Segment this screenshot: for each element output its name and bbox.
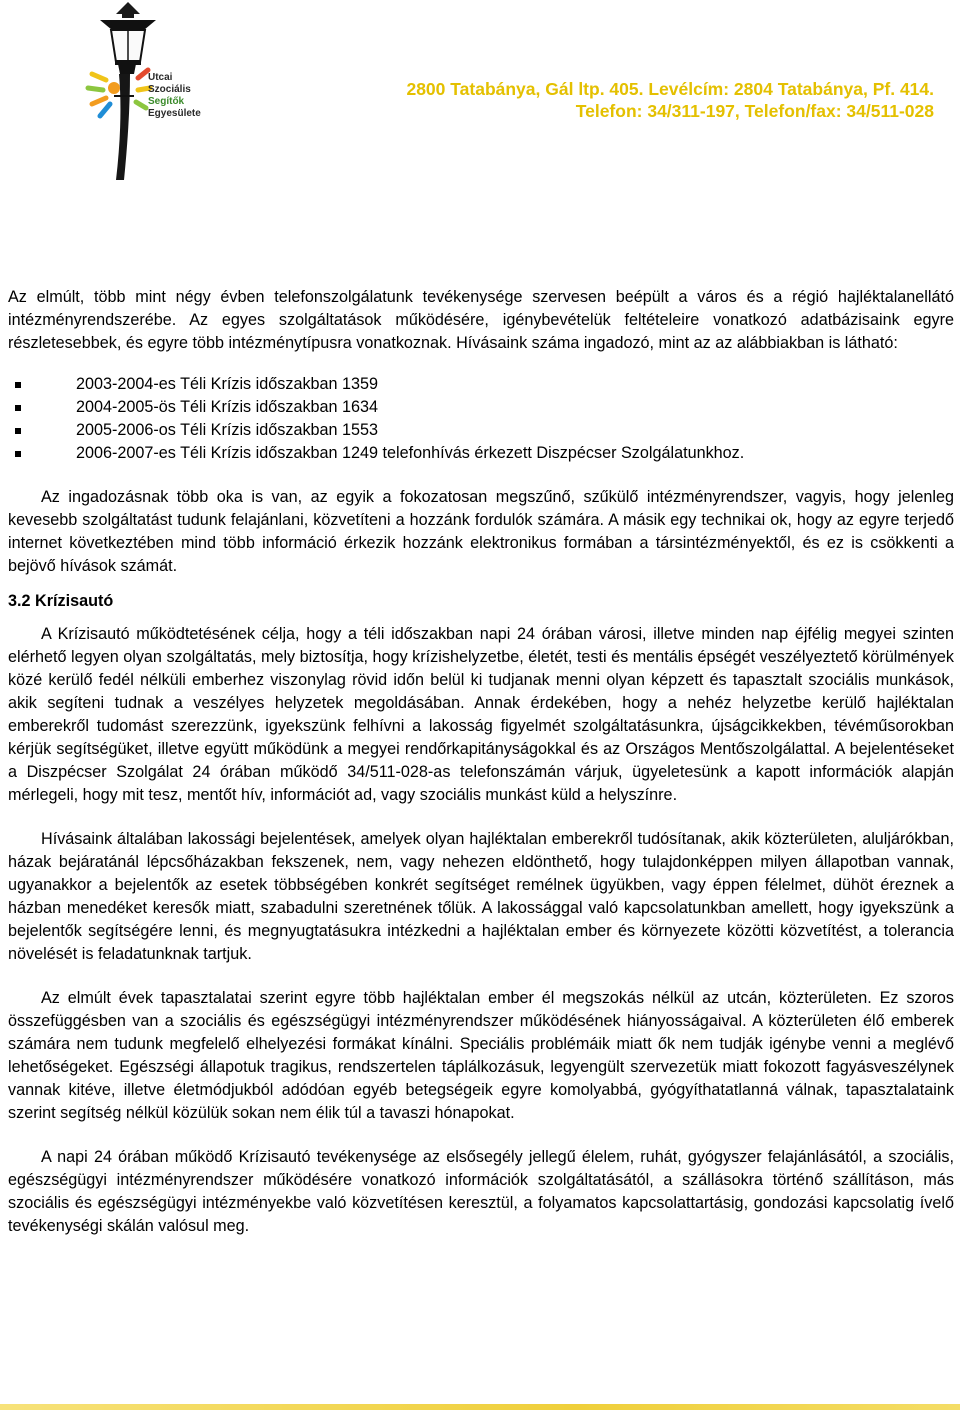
organization-logo: [78, 0, 208, 190]
experience-paragraph: Az elmúlt évek tapasztalatai szerint egyre több hajléktalan ember él megszokás nélkül az utcán, közterületen. Ez szoros összefüggésben van a szociális és egészségügyi intézményrendszer működésének hiányosságaival. A közterületen élő emberek számára nem tudunk megfelelő elhelyezési formákat kínálni. Speciális problémáik miatt ők nem tudják igénybe venni a meglévő lehetőségeket. Egészségi állapotuk tragikus, rendszertelen táplálkozásuk, legyengült szervezetük miatt fokozott fagyásveszélynek vannak kitéve, illetve életmódjukból adódóan egyéb betegségeik egyre komolyabbá, gyógyíthatatlanná válnak, tapasztalataink szerint segítség nélkül közülük sokan nem élik túl a tavaszi hónapokat.: [8, 989, 954, 1122]
list-item: [8, 442, 954, 465]
services-paragraph: A napi 24 órában működő Krízisautó tevékenysége az elsősegély jellegű élelem, ruhát, gyógyszer felajánlásától, a szociális, egészségügyi intézményrendszer működésére vonatkozó információk szolgáltatásától, a szállásokra történő szállításon, más szociális és egészségügyi intézményekbe való közvetítésen keresztül, a folyamatos kapcsolattartásig, gondozási kapcsolatig ívelő tevékenységi skálán valósul meg.: [8, 1148, 954, 1235]
crisis-car-paragraph: A Krízisautó működtetésének célja, hogy a téli időszakban napi 24 órában városi, illetve minden nap éjfélig megyei szinten elérhető legyen olyan szolgáltatás, mely biztosítja, hogy krízishelyzetbe, életét, testi és mentális épségét veszélyeztető körülmények közé kerülő fedél nélküli emberhez viszonylag rövid időn belül ki tudjanak menni olyan képzett és tapasztalt szociális munkások, akik segíteni tudnak a veszélyes helyzetek megoldásában. Annak érdekében, hogy a nehéz helyzetbe kerülő hajléktalan emberekről tudomást szerezzünk, igyekszünk felhívni a lakosság figyelmét szolgáltatásunkra, újságcikkekben, tévéműsorokban kérjük segítségüket, illetve együtt működünk a megyei rendőrkapitányságokkal és az Országos Mentőszolgálattal. A bejelentéseket a Diszpécser Szolgálat 24 órában működő 34/511-028-as telefonszámán várjuk, ügyeletesünk a kapott információk alapján mérlegeli, hogy mit tesz, mentőt hív, információt ad, vagy szociális munkást küld a helyszínre.: [8, 625, 954, 804]
logo-line-1: Utcai: [148, 72, 173, 83]
section-title: 3.2 Krízisautó: [8, 592, 114, 610]
list-item: [8, 373, 954, 396]
address-line: 2800 Tatabánya, Gál ltp. 405. Levélcím: 2804 Tatabánya, Pf. 414.: [406, 79, 934, 99]
list-item-text: 2003-2004-es Téli Krízis időszakban 1359: [76, 375, 379, 393]
list-item-text: 2004-2005-ös Téli Krízis időszakban 1634: [76, 398, 379, 416]
intro-paragraph: Az elmúlt, több mint négy évben telefonszolgálatunk tevékenysége szervesen beépült a város és a régió hajléktalanellátó intézményrendszerébe. Az egyes szolgáltatások működésére, igénybevételük feltételeire vonatkozó adatbázisaink egyre részletesebbek, és egyre több intézménytípusra vonatkoznak. Hívásaink száma ingadozó, mint az az alábbiakban is látható:: [8, 288, 954, 352]
list-item-text: 2005-2006-os Téli Krízis időszakban 1553: [76, 421, 379, 439]
list-item-text: 2006-2007-es Téli Krízis időszakban 1249 telefonhívás érkezett Diszpécser Szolgálatunkhoz.: [76, 444, 745, 462]
bullet-square-icon: [15, 405, 21, 411]
logo-line-4: Egyesülete: [148, 108, 201, 119]
fluctuation-paragraph: Az ingadozásnak több oka is van, az egyik a fokozatosan megszűnő, szűkülő intézményrendszer, vagyis, hogy jelenleg kevesebb szolgáltatást tudunk felajánlani, közvetíteni a hozzánk fordulók számára. A másik egy technikai ok, hogy az egyre terjedő internet következtében mind több információ érkezik hozzánk elektronikus formában a társintézményektől, és ez is csökkenti a bejövő hívások számát.: [8, 488, 954, 575]
footer-rule: [0, 1404, 960, 1410]
calls-paragraph: Hívásaink általában lakossági bejelentések, amelyek olyan hajléktalan emberekről tudósítanak, akik közterületen, aluljárókban, házak bejáratánál lépcsőházakban fekszenek, nem, vagy nehezen eldönthető, hogy tulajdonképpen milyen állapotban vannak, ugyanakkor a bejelentők az esetek többségében konkrét segítséget remélnek ügyükben, vagy éppen félelmet, dühöt éreznek a házban menedéket keresők miatt, szabadulni szeretnének tőlük. A lakossággal való kapcsolatunkban amellett, hogy igyekszünk a bejelentők segítségére lenni, és megnyugtatásukra intézkedni a hajléktalan ember és környezete közötti közvetítést, a tolerancia növelését is feladatunknak tartjuk.: [8, 830, 954, 963]
list-item: [8, 396, 954, 419]
bullet-square-icon: [15, 382, 21, 388]
logo-line-2: Szociális: [148, 84, 191, 95]
bullet-square-icon: [15, 451, 21, 457]
logo-line-3: Segítők: [148, 96, 185, 107]
phone-line: Telefon: 34/311-197, Telefon/fax: 34/511-028: [575, 101, 934, 121]
logo-wordmark: [148, 72, 201, 120]
call-stats-list: [8, 373, 954, 465]
header-contact: [406, 78, 934, 122]
list-item: [8, 419, 954, 442]
bullet-square-icon: [15, 428, 21, 434]
document-body: [8, 286, 954, 1238]
